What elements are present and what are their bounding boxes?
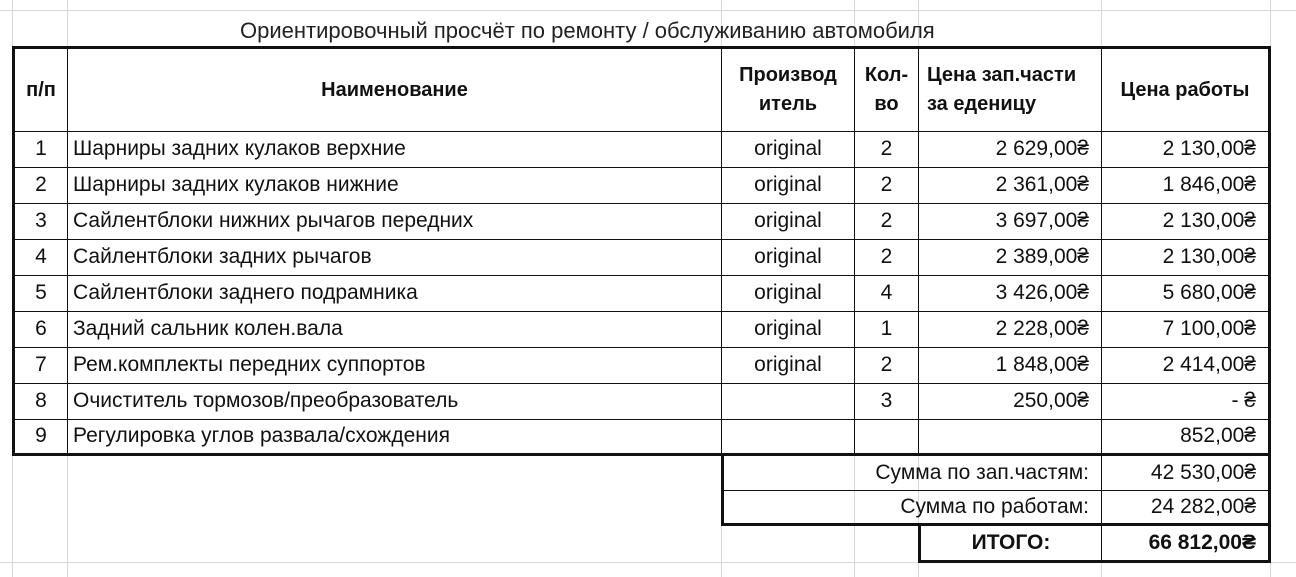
work-sum-value[interactable]: 24 282,00₴ — [1101, 490, 1271, 526]
cell-part-price[interactable]: 2 389,00₴ — [918, 239, 1102, 276]
cell-maker[interactable]: original — [721, 167, 855, 204]
cell-maker[interactable]: original — [721, 275, 855, 312]
cell-part-price[interactable]: 2 629,00₴ — [918, 131, 1102, 168]
cell-maker[interactable]: original — [721, 131, 855, 168]
header-maker[interactable]: Производ итель — [721, 46, 855, 132]
page-title: Ориентировочный просчёт по ремонту / обслуживанию автомобиля — [240, 18, 935, 43]
cell-work-price[interactable]: 2 130,00₴ — [1101, 203, 1271, 240]
cell-num[interactable]: 8 — [12, 383, 68, 420]
gridline — [0, 10, 1296, 11]
cell-qty[interactable]: 2 — [854, 347, 919, 384]
header-name[interactable]: Наименование — [67, 46, 722, 132]
cell-name[interactable]: Сайлентблоки заднего подрамника — [67, 275, 722, 312]
work-sum-label: Сумма по работам: — [721, 490, 1102, 526]
cell-work-price[interactable]: 5 680,00₴ — [1101, 275, 1271, 312]
cell-num[interactable]: 9 — [12, 419, 68, 456]
cell-work-price[interactable]: 7 100,00₴ — [1101, 311, 1271, 348]
cell-work-price[interactable]: - ₴ — [1101, 383, 1271, 420]
cell-qty[interactable]: 3 — [854, 383, 919, 420]
cell-name[interactable]: Шарниры задних кулаков нижние — [67, 167, 722, 204]
cell-name[interactable]: Очиститель тормозов/преобразователь — [67, 383, 722, 420]
cell-maker[interactable]: original — [721, 239, 855, 276]
cell-name[interactable]: Сайлентблоки нижних рычагов передних — [67, 203, 722, 240]
cell-qty[interactable]: 2 — [854, 131, 919, 168]
header-qty[interactable]: Кол-во — [854, 46, 919, 132]
cell-part-price[interactable]: 250,00₴ — [918, 383, 1102, 420]
cell-part-price[interactable]: 3 426,00₴ — [918, 275, 1102, 312]
cell-qty[interactable]: 2 — [854, 167, 919, 204]
cell-num[interactable]: 2 — [12, 167, 68, 204]
cell-name[interactable]: Рем.комплекты передних суппортов — [67, 347, 722, 384]
total-label: ИТОГО: — [918, 525, 1102, 563]
cell-qty[interactable] — [854, 419, 919, 456]
cell-part-price[interactable]: 2 361,00₴ — [918, 167, 1102, 204]
cell-name[interactable]: Задний сальник колен.вала — [67, 311, 722, 348]
total-value[interactable]: 66 812,00₴ — [1101, 525, 1271, 563]
cell-num[interactable]: 5 — [12, 275, 68, 312]
cell-part-price[interactable] — [918, 419, 1102, 456]
parts-sum-label: Сумма по зап.частям: — [721, 453, 1102, 491]
cell-maker[interactable] — [721, 383, 855, 420]
cell-name[interactable]: Шарниры задних кулаков верхние — [67, 131, 722, 168]
cell-work-price[interactable]: 2 414,00₴ — [1101, 347, 1271, 384]
cell-maker[interactable]: original — [721, 203, 855, 240]
header-part-price[interactable]: Цена зап.части за еденицу — [918, 46, 1102, 132]
header-num[interactable]: п/п — [12, 46, 68, 132]
cell-num[interactable]: 1 — [12, 131, 68, 168]
cell-num[interactable]: 6 — [12, 311, 68, 348]
cell-work-price[interactable]: 2 130,00₴ — [1101, 131, 1271, 168]
cell-num[interactable]: 4 — [12, 239, 68, 276]
cell-maker[interactable] — [721, 419, 855, 456]
cell-num[interactable]: 7 — [12, 347, 68, 384]
cell-work-price[interactable]: 1 846,00₴ — [1101, 167, 1271, 204]
header-work-price[interactable]: Цена работы — [1101, 46, 1271, 132]
cell-part-price[interactable]: 1 848,00₴ — [918, 347, 1102, 384]
cell-num[interactable]: 3 — [12, 203, 68, 240]
cell-name[interactable]: Сайлентблоки задних рычагов — [67, 239, 722, 276]
cell-qty[interactable]: 1 — [854, 311, 919, 348]
cell-qty[interactable]: 2 — [854, 239, 919, 276]
cell-part-price[interactable]: 3 697,00₴ — [918, 203, 1102, 240]
cell-work-price[interactable]: 2 130,00₴ — [1101, 239, 1271, 276]
cell-qty[interactable]: 4 — [854, 275, 919, 312]
parts-sum-value[interactable]: 42 530,00₴ — [1101, 453, 1271, 491]
cell-part-price[interactable]: 2 228,00₴ — [918, 311, 1102, 348]
cell-maker[interactable]: original — [721, 311, 855, 348]
cell-name[interactable]: Регулировка углов развала/схождения — [67, 419, 722, 456]
cell-maker[interactable]: original — [721, 347, 855, 384]
cell-work-price[interactable]: 852,00₴ — [1101, 419, 1271, 456]
cell-qty[interactable]: 2 — [854, 203, 919, 240]
